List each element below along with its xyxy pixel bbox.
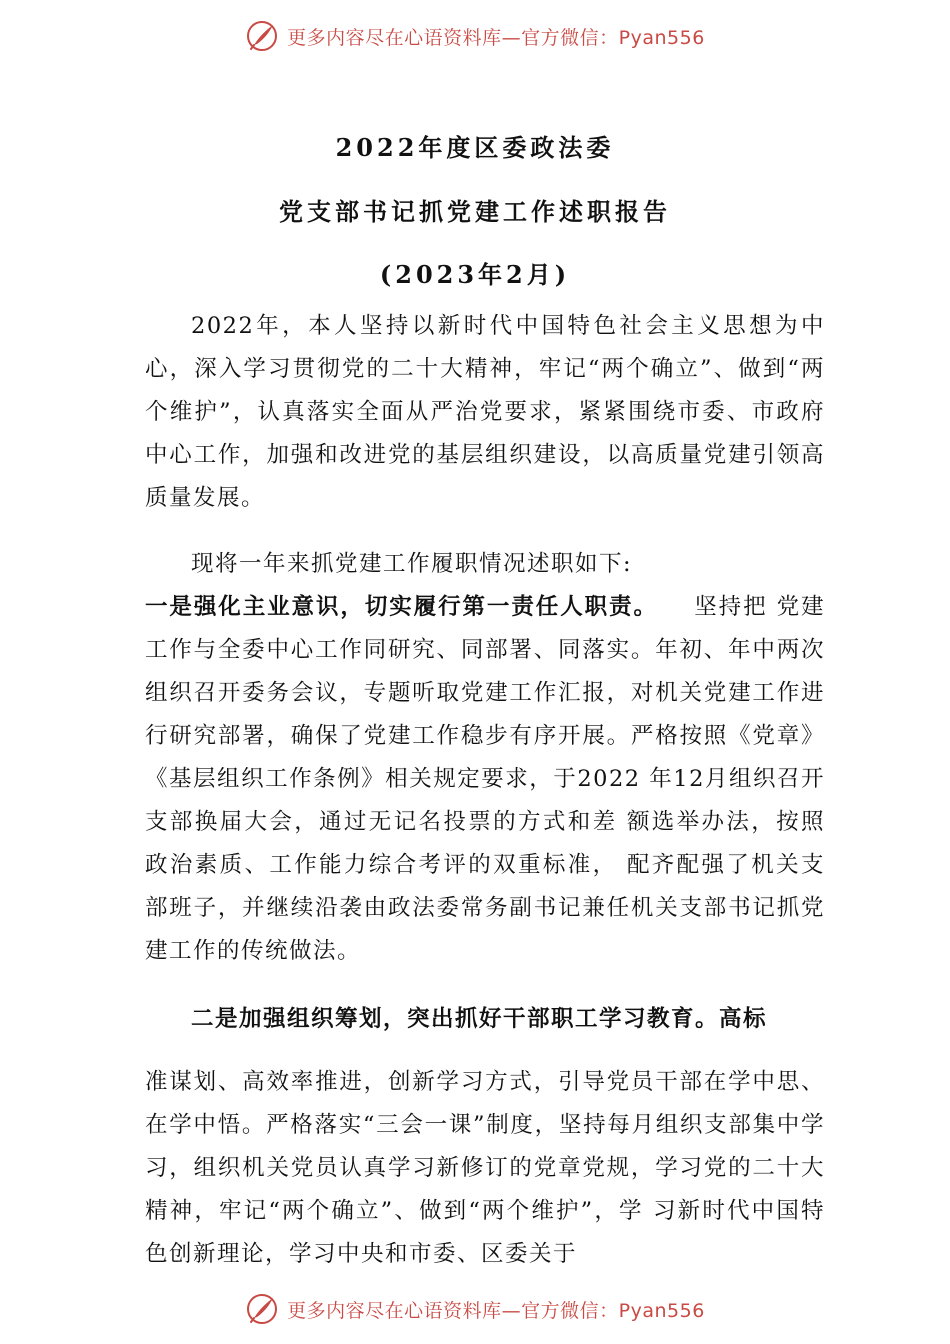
document-date: (2023年2月) <box>379 260 571 289</box>
watermark-contact: 官方微信：Pyan556 <box>521 1299 705 1322</box>
section-2-heading-block <box>145 998 825 1041</box>
section-2 <box>145 1061 825 1276</box>
footer-watermark <box>0 1289 950 1329</box>
watermark-text <box>287 23 705 50</box>
watermark-separator: — <box>501 26 522 49</box>
watermark-contact: 官方微信：Pyan556 <box>521 26 705 49</box>
intro-text: 2022年，本人坚持以新时代中国特色社会主义思想为中心，深入学习贯彻党的二十大精神，牢记“两个确立”、做到“两个维护”，认真落实全面从严治党要求，紧紧围绕市委、市政府中心工作，加强和改进党的基层组织建设，以高质量党建引领高质量发展。 <box>145 313 825 511</box>
section-1-paragraph <box>145 586 825 973</box>
section-1-heading: 一是强化主业意识，切实履行第一责任人职责。 <box>145 594 658 620</box>
watermark-brand: 更多内容尽在心语资料库 <box>287 1299 502 1322</box>
watermark-brand: 更多内容尽在心语资料库 <box>287 26 502 49</box>
watermark-text <box>287 1296 705 1323</box>
feather-pen-icon <box>245 1292 279 1326</box>
section-1 <box>145 586 825 973</box>
intro-paragraph <box>145 305 825 520</box>
section-2-heading: 二是加强组织筹划，突出抓好干部职工学习教育。高标 <box>191 1006 768 1032</box>
watermark-separator: — <box>501 1299 522 1322</box>
section-2-body: 准谋划、高效率推进，创新学习方式，引导党员干部在学中思、在学中悟。严格落实“三会一课”制度，坚持每月组织支部集中学习，组织机关党员认真学习新修订的党章党规，学习党的二十大精神，牢记“两个确立”、做到“两个维护”，学 习新时代中国特色创新理论，学习中央和市委、区委关于 <box>145 1069 825 1267</box>
feather-pen-icon <box>245 19 279 53</box>
lead-paragraph <box>145 543 825 586</box>
header-watermark <box>0 16 950 56</box>
document-title: 2022年度区委政法委 <box>335 133 615 162</box>
lead-text: 现将一年来抓党建工作履职情况述职如下: <box>191 551 633 577</box>
section-1-body: 坚持把 党建工作与全委中心工作同研究、同部署、同落实。年初、年中两次组织召开委务会议，专题听取党建工作汇报，对机关党建工作进行研究部署，确保了党建工作稳步有序开展。严格按照《党章》《基层组织工作条例》相关规定要求，于2022 年12月组织召开支部换届大会，通过无记名投票的方式和差 额选举办法，按照政治素质、工作能力综合考评的双重标准， 配齐配强了机关支部班子，并继续沿袭由政法委常务副书记兼任机关支部书记抓党建工作的传统做法。 <box>145 594 825 964</box>
document-subtitle: 党支部书记抓党建工作述职报告 <box>279 197 671 226</box>
